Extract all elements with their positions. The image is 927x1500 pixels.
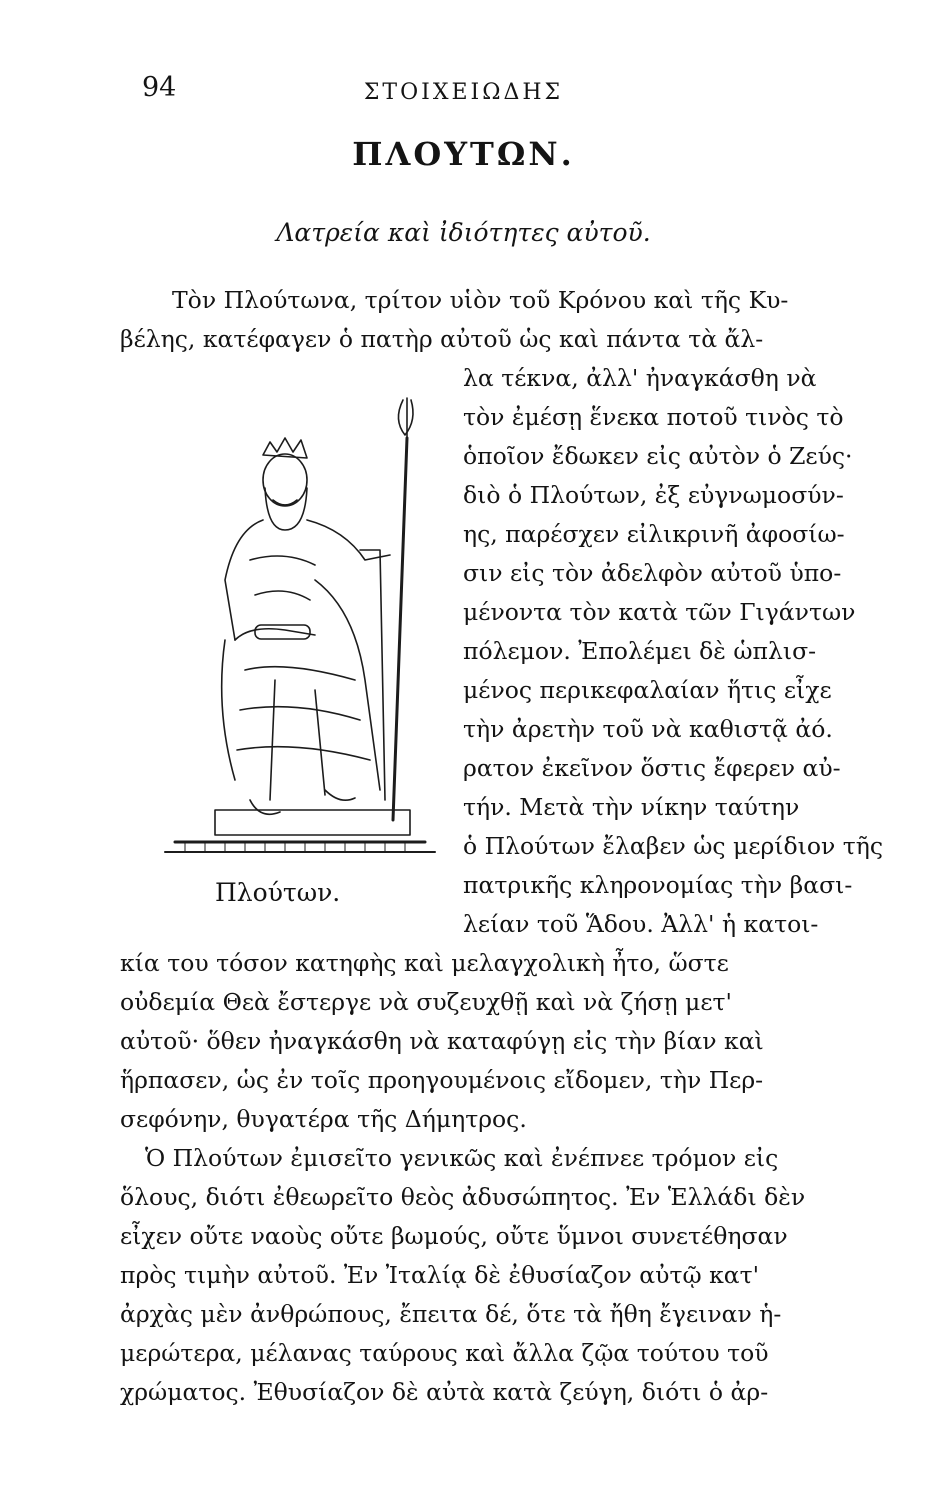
text-line: ὁποῖον ἔδωκεν εἰς αὐτὸν ὁ Ζεύς· [463,442,853,470]
text-line: πρὸς τιμὴν αὐτοῦ. Ἐν Ἰταλίᾳ δὲ ἐθυσίαζον αὐτῷ κατ' [120,1261,760,1289]
text-line: βέλης, κατέφαγεν ὁ πατὴρ αὐτοῦ ὡς καὶ πάντα τὰ ἄλ- [120,325,764,353]
text-line: ἥρπασεν, ὡς ἐν τοῖς προηγουμένοις εἴδομεν, τὴν Περ- [120,1066,764,1094]
text-line: εἶχεν οὔτε ναοὺς οὔτε βωμούς, οὔτε ὕμνοι συνετέθησαν [120,1222,788,1250]
text-line: χρώματος. Ἐθυσίαζον δὲ αὐτὰ κατὰ ζεύγη, διότι ὁ ἀρ- [120,1378,769,1406]
text-line: αὐτοῦ· ὅθεν ἠναγκάσθη νὰ καταφύγῃ εἰς τὴν βίαν καὶ [120,1027,764,1055]
text-line: Τὸν Πλούτωνα, τρίτον υἱὸν τοῦ Κρόνου καὶ τῆς Κυ- [172,286,789,314]
text-line: ης, παρέσχεν εἰλικρινῆ ἀφοσίω- [463,520,845,548]
text-line: σιν εἰς τὸν ἀδελφὸν αὐτοῦ ὑπο- [463,559,842,587]
text-line: μένοντα τὸν κατὰ τῶν Γιγάντων [463,598,856,626]
text-line: πόλεμον. Ἐπολέμει δὲ ὡπλισ- [463,637,817,665]
text-line: λείαν τοῦ Ἅδου. Ἀλλ' ἡ κατοι- [463,910,819,938]
chapter-title: ΠΛΟΥΤΩΝ. [352,135,575,173]
text-line: διὸ ὁ Πλούτων, ἐξ εὐγνωμοσύν- [463,481,844,509]
pluto-illustration [155,380,455,880]
text-line: μένος περικεφαλαίαν ἥτις εἶχε [463,676,832,704]
text-line: Ὁ Πλούτων ἐμισεῖτο γενικῶς καὶ ἐνέπνεε τρόμον εἰς [145,1144,779,1172]
text-line: τήν. Μετὰ τὴν νίκην ταύτην [463,793,800,821]
text-line: τὴν ἀρετὴν τοῦ νὰ καθιστᾷ ἀό. [463,715,833,743]
text-line: τὸν ἐμέσῃ ἕνεκα ποτοῦ τινὸς τὸ [463,403,844,431]
text-line: μερώτερα, μέλανας ταύρους καὶ ἄλλα ζῷα τούτου τοῦ [120,1339,769,1367]
text-line: οὐδεμία Θεὰ ἔστεργε νὰ συζευχθῇ καὶ νὰ ζήσῃ μετ' [120,988,732,1016]
text-line: πατρικῆς κληρονομίας τὴν βασι- [463,871,853,899]
running-head: ΣΤΟΙΧΕΙΩΔΗΣ [363,80,564,105]
text-line: ὁ Πλούτων ἔλαβεν ὡς μερίδιον τῆς [463,832,884,860]
figure-caption: Πλούτων. [215,878,341,907]
text-line: ἀρχὰς μὲν ἀνθρώπους, ἔπειτα δέ, ὅτε τὰ ἤθη ἔγειναν ἡ- [120,1300,782,1328]
text-line: ρατον ἐκεῖνον ὅστις ἔφερεν αὐ- [463,754,841,782]
chapter-subtitle: Λατρεία καὶ ἰδιότητες αὐτοῦ. [276,218,651,247]
page-number: 94 [142,72,177,103]
text-line: κία του τόσον κατηφὴς καὶ μελαγχολικὴ ἦτο, ὥστε [120,949,729,977]
text-line: ὅλους, διότι ἐθεωρεῖτο θεὸς ἀδυσώπητος. Ἐν Ἑλλάδι δὲν [120,1183,806,1211]
text-line: σεφόνην, θυγατέρα τῆς Δήμητρος. [120,1105,527,1133]
text-line: λα τέκνα, ἀλλ' ἠναγκάσθη νὰ [463,364,817,392]
